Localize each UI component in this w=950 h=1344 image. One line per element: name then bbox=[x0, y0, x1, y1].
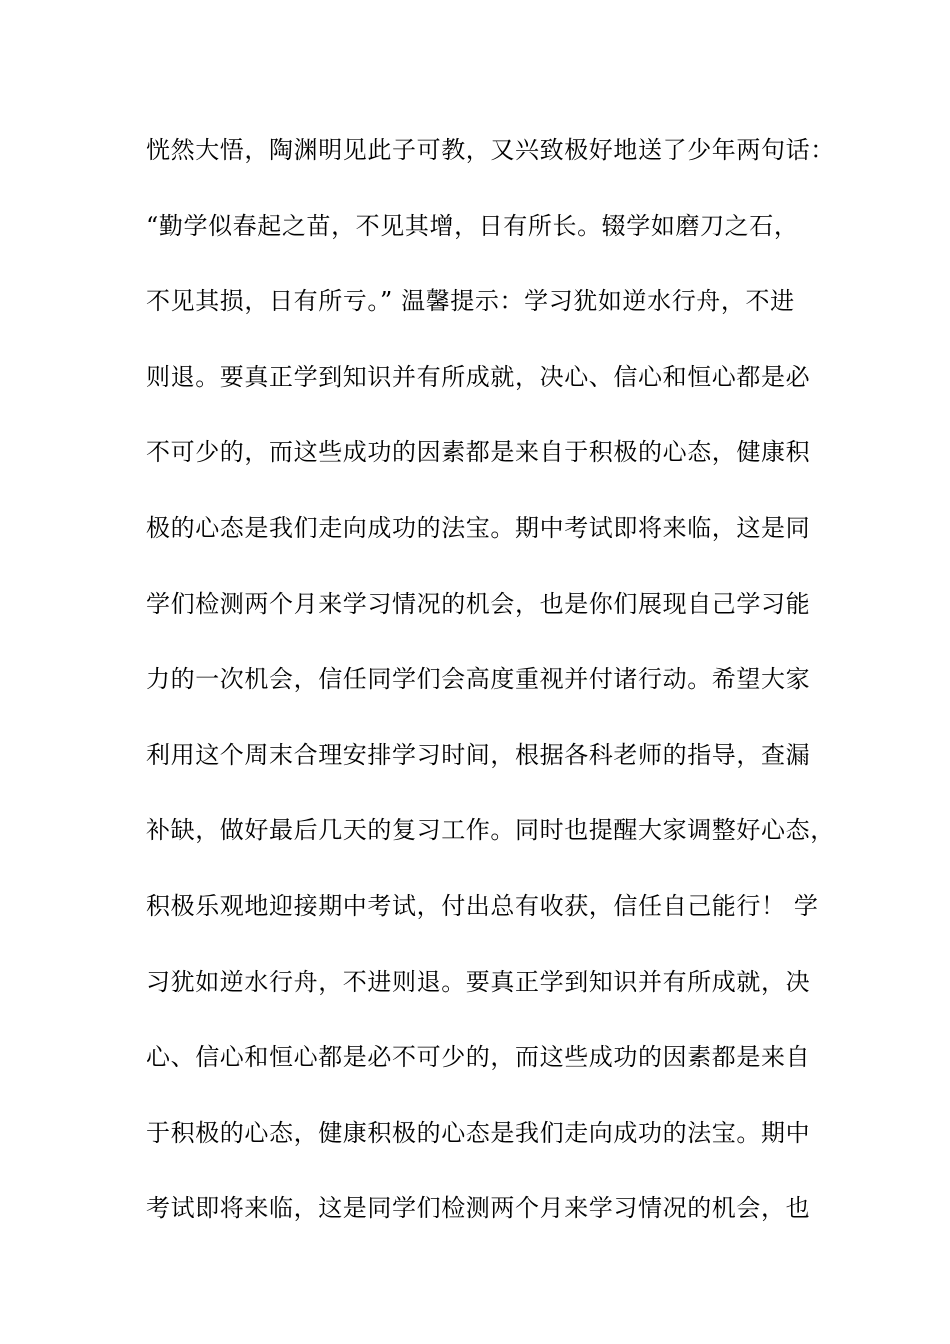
text-line-11: 积极乐观地迎接期中考试，付出总有收获，信任自己能行！ 学 bbox=[146, 891, 819, 920]
text-line-10: 补缺，做好最后几天的复习工作。同时也提醒大家调整好心态， bbox=[146, 816, 835, 845]
body-text bbox=[146, 131, 846, 1265]
text-line-12: 习犹如逆水行舟，不进则退。要真正学到知识并有所成就，决 bbox=[146, 967, 811, 996]
text-line-14: 于积极的心态，健康积极的心态是我们走向成功的法宝。期中 bbox=[146, 1118, 811, 1147]
text-line-5: 不可少的，而这些成功的因素都是来自于积极的心态，健康积 bbox=[146, 438, 811, 467]
text-line-7: 学们检测两个月来学习情况的机会，也是你们展现自己学习能 bbox=[146, 589, 811, 618]
text-line-3: 不见其损，日有所亏。” 温馨提示：学习犹如逆水行舟，不进 bbox=[146, 287, 795, 316]
text-line-2: “勤学似春起之苗，不见其增，日有所长。辍学如磨刀之石， bbox=[146, 211, 799, 240]
text-line-4: 则退。要真正学到知识并有所成就，决心、信心和恒心都是必 bbox=[146, 362, 811, 391]
text-line-6: 极的心态是我们走向成功的法宝。期中考试即将来临，这是同 bbox=[146, 513, 811, 542]
text-line-1: 恍然大悟，陶渊明见此子可教，又兴致极好地送了少年两句话： bbox=[146, 136, 835, 164]
text-line-13: 心、信心和恒心都是必不可少的，而这些成功的因素都是来自 bbox=[146, 1043, 811, 1072]
text-line-15: 考试即将来临，这是同学们检测两个月来学习情况的机会，也 bbox=[146, 1194, 811, 1223]
text-line-9: 利用这个周末合理安排学习时间，根据各科老师的指导，查漏 bbox=[146, 740, 811, 769]
text-line-8: 力的一次机会，信任同学们会高度重视并付诸行动。希望大家 bbox=[146, 665, 811, 694]
